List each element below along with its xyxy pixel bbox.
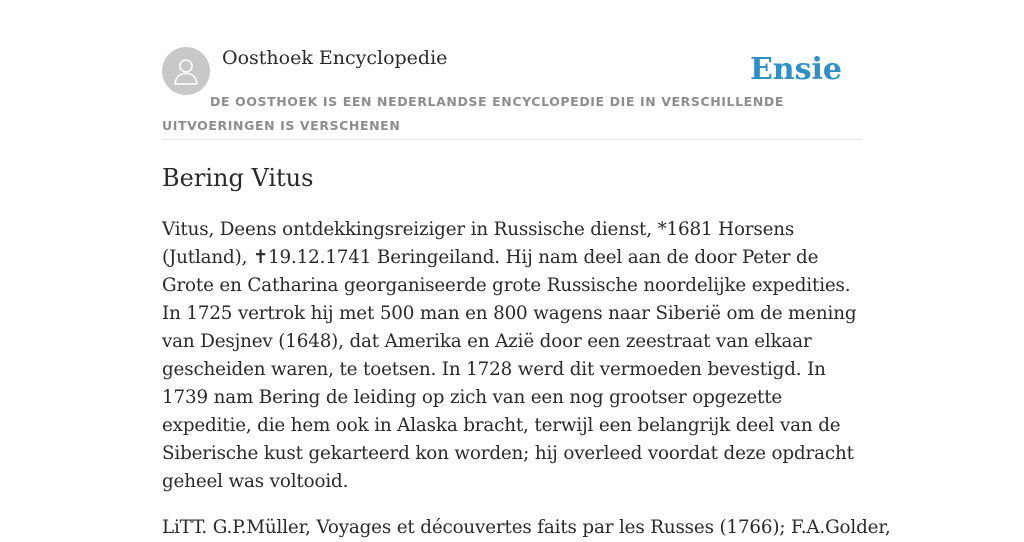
article-literature: LiTT. G.P.Müller, Voyages et découvertes faits par les Russes (1766); F.A.Golder, — [162, 517, 891, 538]
site-name[interactable]: Oosthoek Encyclopedie — [222, 47, 448, 69]
article — [162, 162, 891, 542]
article-title: Bering Vitus — [162, 164, 314, 192]
user-silhouette-icon — [171, 56, 201, 86]
site-header — [162, 46, 862, 140]
article-body: Vitus, Deens ontdekkingsreiziger in Russische dienst, *1681 Horsens (Jutland), ✝19.12.1741 Beringeiland. Hij nam deel aan de door Peter de Grote en Catharina georganiseerde grote Russische noordelijke expedities. In 1725 vertrok hij met 500 man en 800 wagens naar Siberië om de mening van Desjnev (1648), dat Amerika en Azië door een zeestraat van elkaar gescheiden waren, te toetsen. In 1728 werd dit vermoeden bevestigd. In 1739 nam Bering de leiding op zich van een nog grootser opgezette expeditie, die hem ook in Alaska bracht, terwijl een belangrijk deel van de Siberische kust gekarteerd kon worden; hij overleed voordat deze opdracht geheel was voltooid. — [162, 219, 857, 492]
avatar[interactable] — [162, 47, 210, 95]
site-tagline: DE OOSTHOEK IS EEN NEDERLANDSE ENCYCLOPEDIE DIE IN VERSCHILLENDE UITVOERINGEN IS VERSCHENEN — [162, 94, 784, 133]
brand-logo[interactable]: Ensie — [749, 52, 842, 87]
